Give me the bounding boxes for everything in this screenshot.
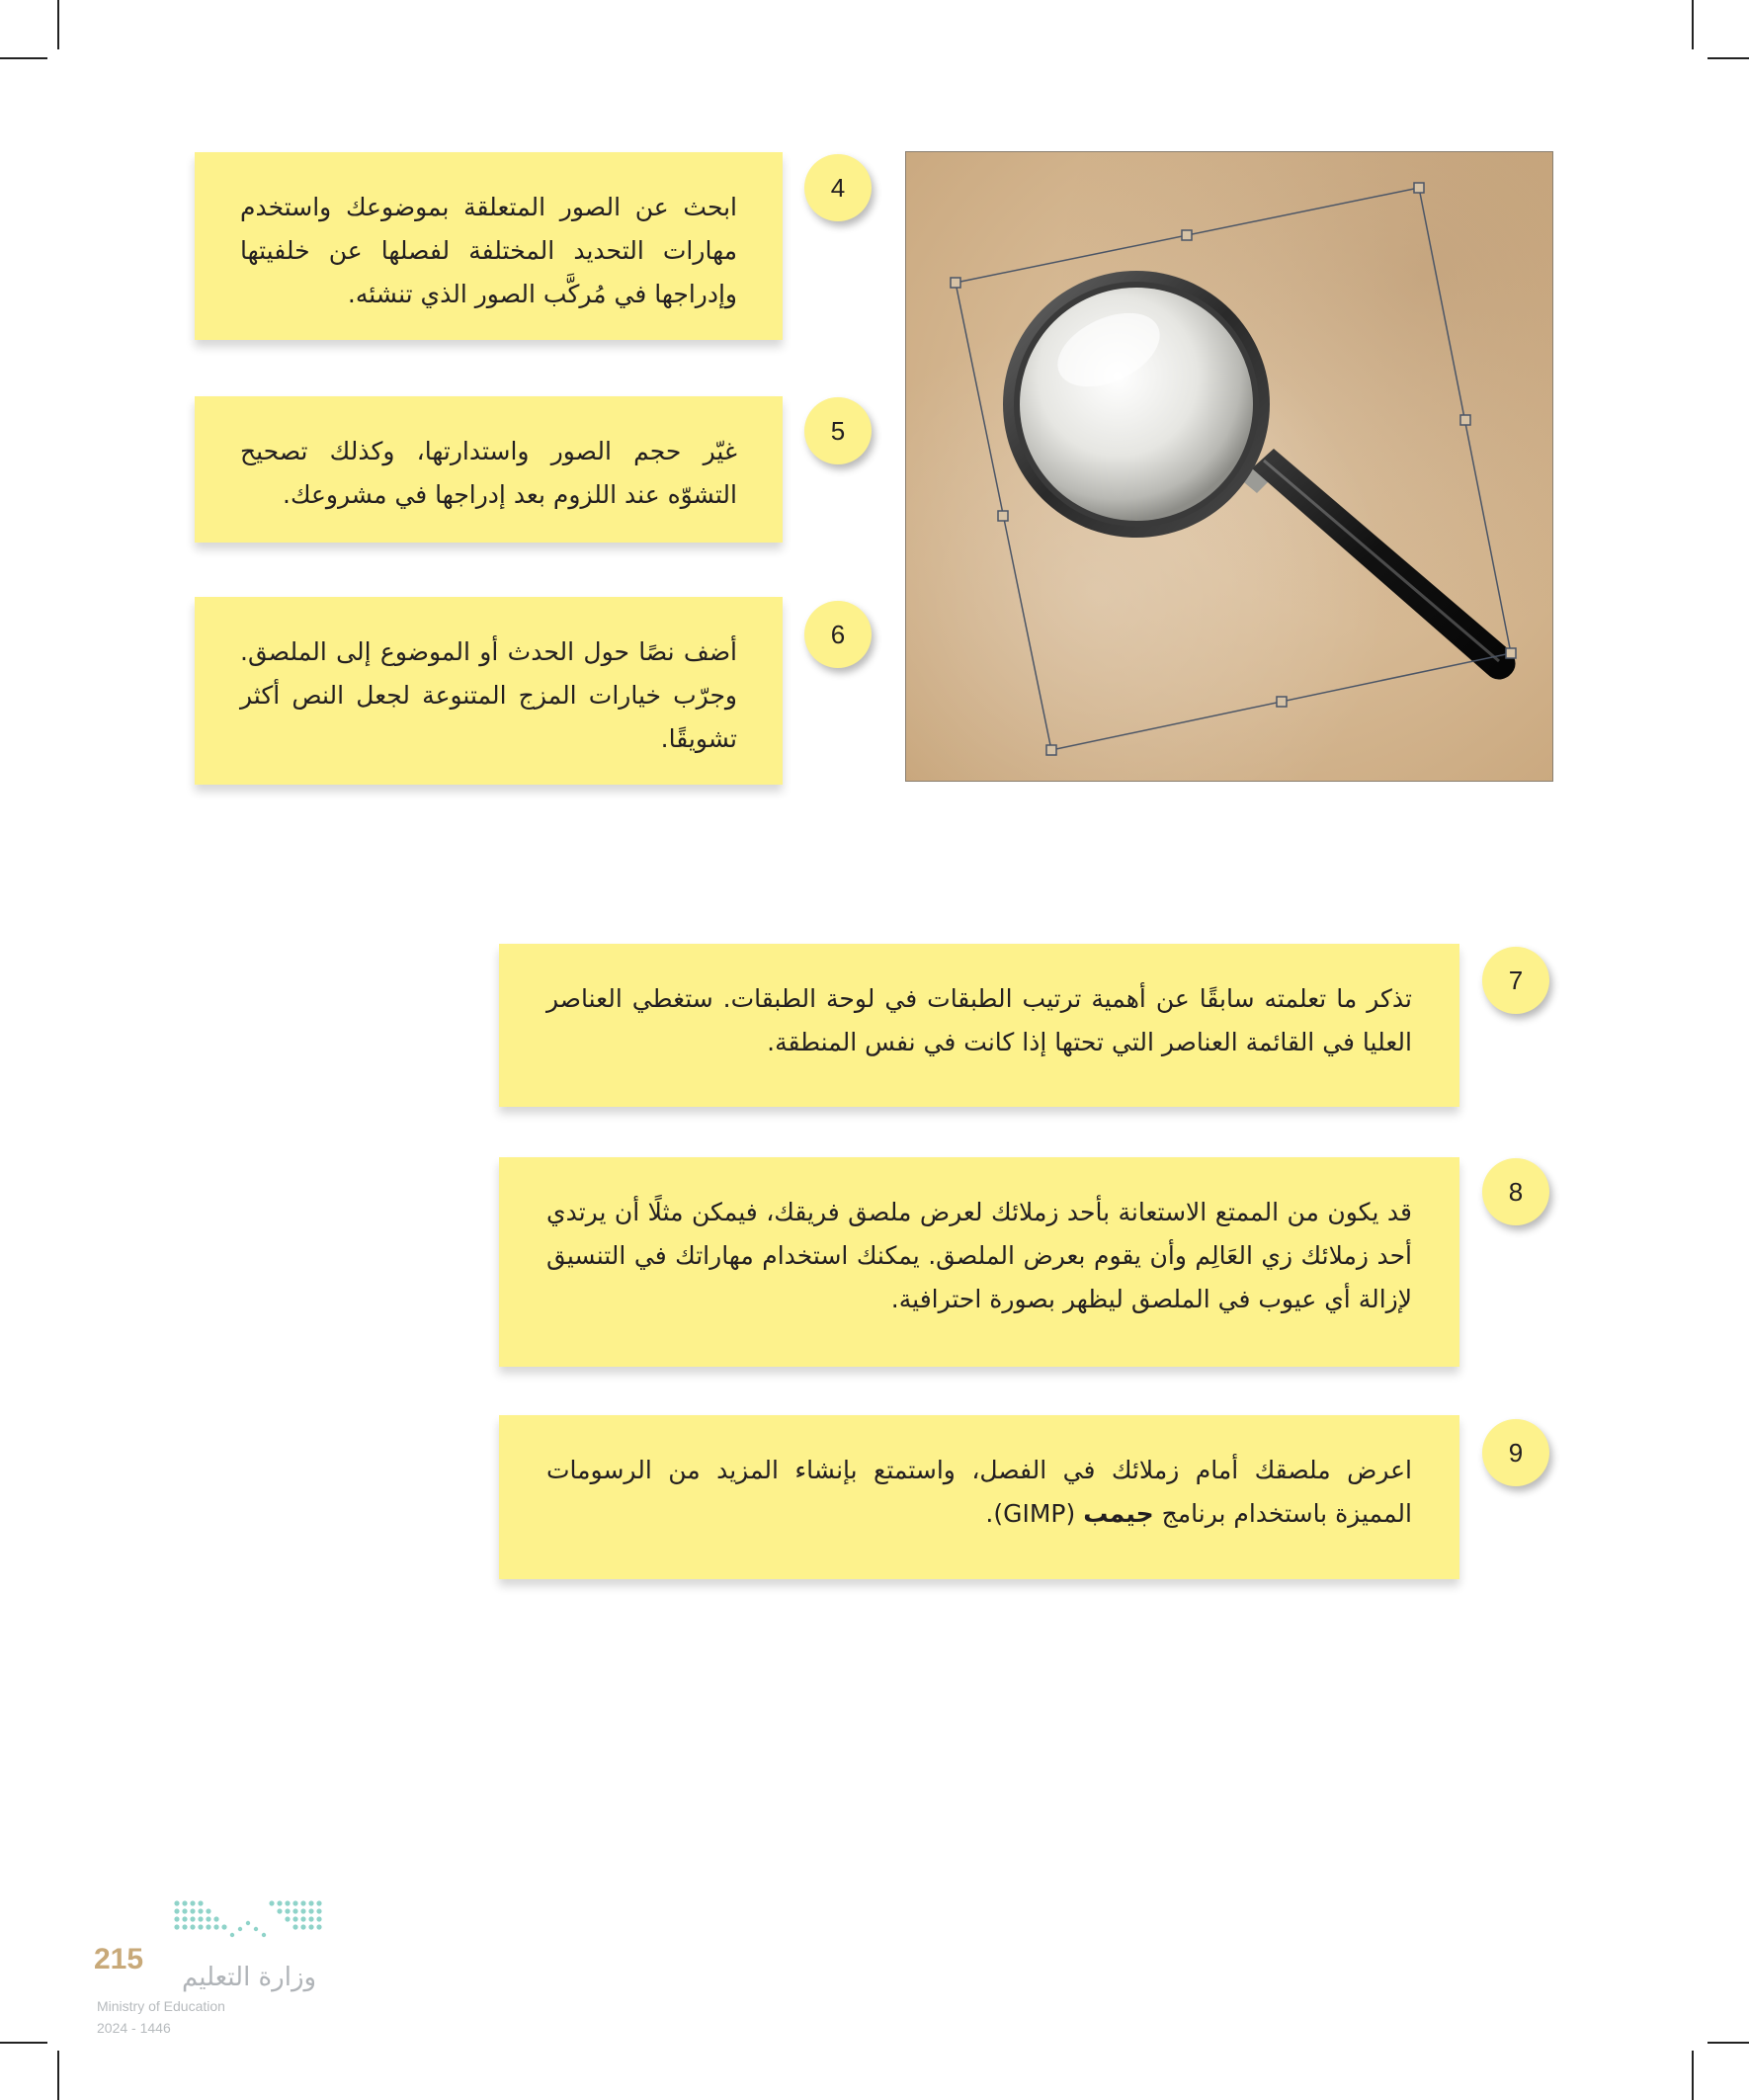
magnifier-illustration <box>906 152 1552 781</box>
magnifier-handle <box>1227 449 1516 680</box>
step-text <box>546 1449 1412 1536</box>
edition-year: 2024 - 1446 <box>97 2020 171 2036</box>
step-card-5 <box>195 396 783 543</box>
step-number-badge: 5 <box>804 397 872 464</box>
step-card-9 <box>499 1415 1459 1579</box>
step-card-7 <box>499 944 1459 1107</box>
crop-mark <box>0 2042 47 2044</box>
step-text-part: (GIMP). <box>985 1499 1084 1528</box>
step-number-badge: 4 <box>804 154 872 221</box>
step-number-badge: 9 <box>1482 1419 1549 1486</box>
crop-mark <box>57 2051 59 2100</box>
step-text: ابحث عن الصور المتعلقة بموضوعك واستخدم مهارات التحديد المختلفة لفصلها عن خلفيتها وإدراجها في مُركَّب الصور الذي تنشئه. <box>240 193 737 308</box>
crop-mark <box>1692 2051 1694 2100</box>
step-text-part: اعرض ملصقك أمام زملائك في الفصل، واستمتع بإنشاء المزيد من الرسومات المميزة باستخدام برنامج <box>546 1456 1412 1528</box>
magnifier-lens <box>1003 271 1270 538</box>
page-number: 215 <box>94 1943 144 1975</box>
ministry-logo-dots <box>173 1899 323 1943</box>
crop-mark <box>0 57 47 59</box>
step-number-badge: 7 <box>1482 947 1549 1014</box>
step-text: قد يكون من الممتع الاستعانة بأحد زملائك لعرض ملصق فريقك، فيمكن مثلًا أن يرتدي أحد زملائك زي العَالِم وأن يقوم بعرض الملصق. يمكنك استخدام مهاراتك في التنسيق لإزالة أي عيوب في الملصق ليظهر بصورة احترافية. <box>546 1198 1412 1313</box>
crop-mark <box>1692 0 1694 49</box>
step-card-6 <box>195 597 783 785</box>
step-number-badge: 8 <box>1482 1158 1549 1225</box>
crop-mark <box>1707 2042 1749 2044</box>
magnifier-transform-image <box>905 151 1553 782</box>
crop-mark <box>1707 57 1749 59</box>
step-card-4 <box>195 152 783 340</box>
step-card-8 <box>499 1157 1459 1367</box>
ministry-name-arabic: وزارة التعليم <box>182 1963 317 1992</box>
ministry-name-english: Ministry of Education <box>97 1998 225 2014</box>
gimp-name-bold: جيمب <box>1083 1499 1154 1528</box>
step-text: تذكر ما تعلمته سابقًا عن أهمية ترتيب الطبقات في لوحة الطبقات. ستغطي العناصر العليا في القائمة العناصر التي تحتها إذا كانت في نفس المنطقة. <box>546 984 1412 1056</box>
step-number-badge: 6 <box>804 601 872 668</box>
step-text: غيّر حجم الصور واستدارتها، وكذلك تصحيح التشوّه عند اللزوم بعد إدراجها في مشروعك. <box>240 437 737 509</box>
crop-mark <box>57 0 59 49</box>
step-text: أضف نصًا حول الحدث أو الموضوع إلى الملصق. وجرّب خيارات المزج المتنوعة لجعل النص أكثر تشويقًا. <box>240 637 737 753</box>
